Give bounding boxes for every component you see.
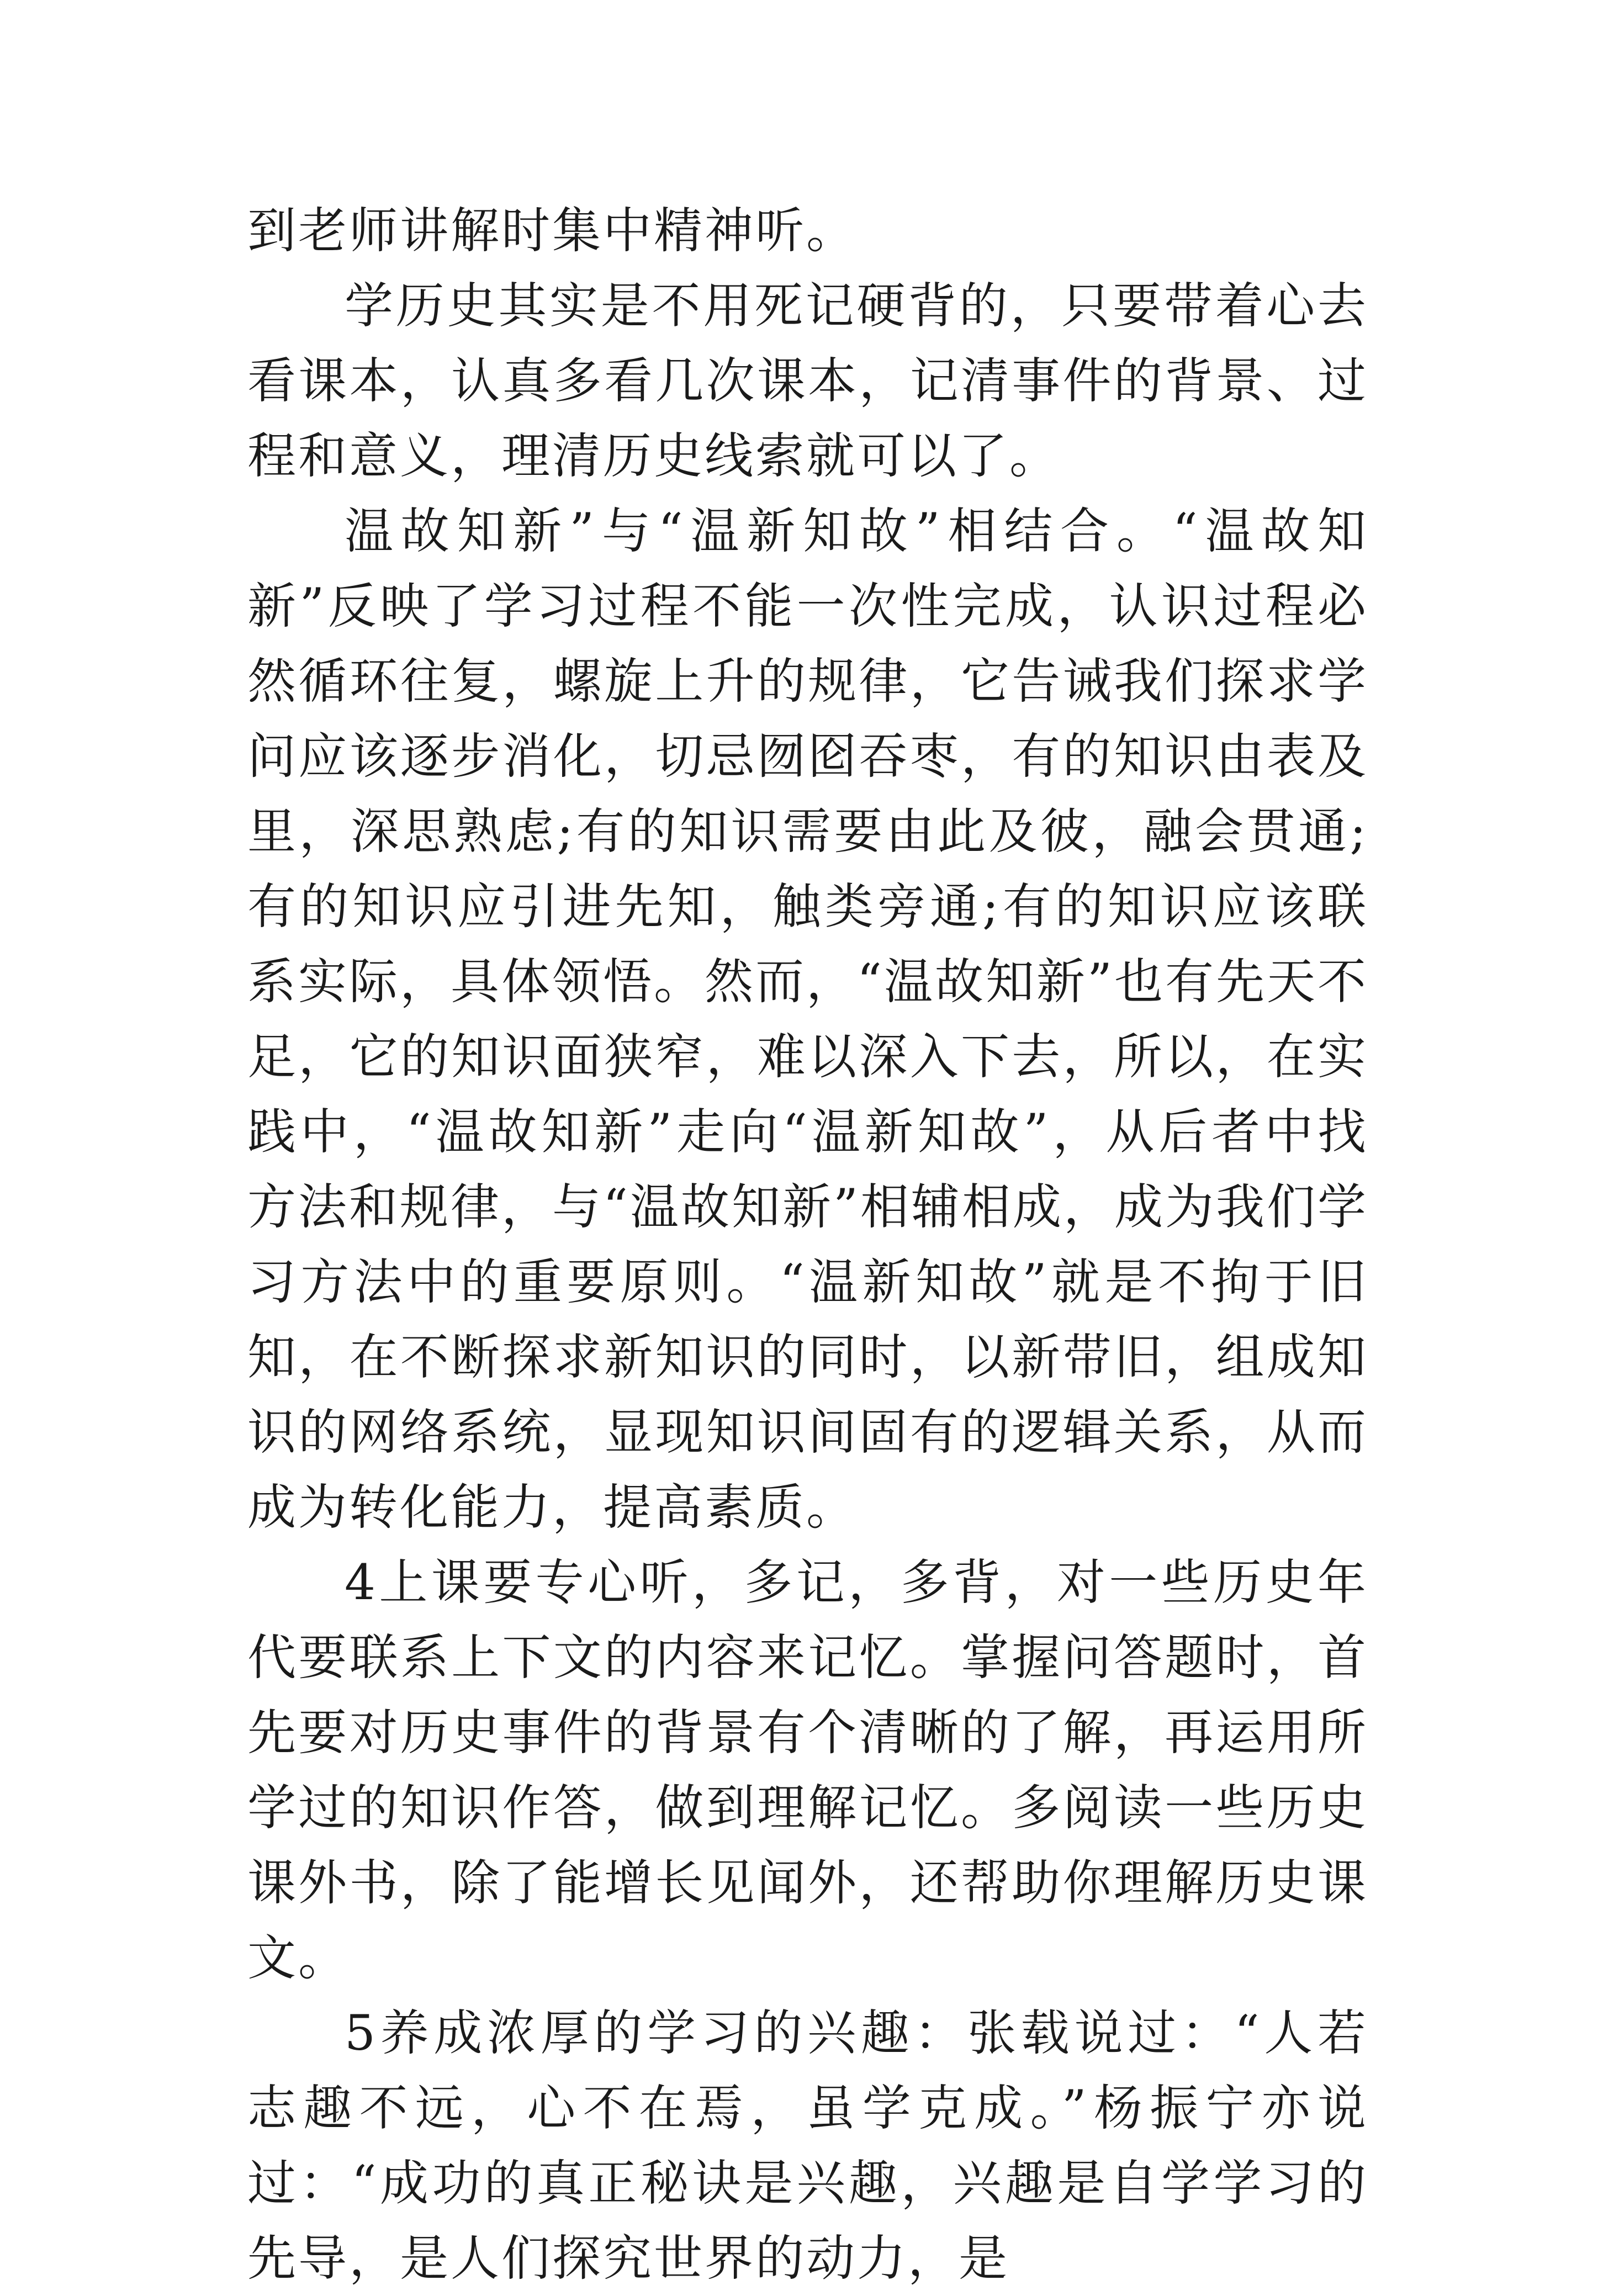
- paragraph-point-4: 4上课要专心听，多记，多背，对一些历史年代要联系上下文的内容来记忆。掌握问答题时，首先要对历史事件的背景有个清晰的了解，再运用所学过的知识作答，做到理解记忆。多阅读一些历史课外书，除了能增长见闻外，还帮助你理解历史课文。: [247, 1554, 1368, 1986]
- document-body: [247, 193, 1368, 2296]
- paragraph-review-new: 温故知新”与“温新知故”相结合。“温故知新”反映了学习过程不能一次性完成，认识过程必然循环往复，螺旋上升的规律，它告诫我们探求学问应该逐步消化，切忌囫囵吞枣，有的知识由表及里，深思熟虑;有的知识需要由此及彼，融会贯通;有的知识应引进先知，触类旁通;有的知识应该联系实际，具体领悟。然而，“温故知新”也有先天不足，它的知识面狭窄，难以深入下去，所以，在实践中，“温故知新”走向“温新知故”，从后者中找方法和规律，与“温故知新”相辅相成，成为我们学习方法中的重要原则。“温新知故”就是不拘于旧知，在不断探求新知识的同时，以新带旧，组成知识的网络系统，显现知识间固有的逻辑关系，从而成为转化能力，提高素质。: [247, 502, 1368, 1536]
- paragraph-point-5: 5养成浓厚的学习的兴趣：张载说过：“人若志趣不远，心不在焉，虽学克成。”杨振宁亦说过：“成功的真正秘诀是兴趣，兴趣是自学学习的先导，是人们探究世界的动力，是: [247, 2004, 1368, 2287]
- paragraph-history-study: 学历史其实是不用死记硬背的，只要带着心去看课本，认真多看几次课本，记清事件的背景、过程和意义，理清历史线索就可以了。: [247, 277, 1368, 484]
- paragraph-continuation: 到老师讲解时集中精神听。: [247, 202, 858, 259]
